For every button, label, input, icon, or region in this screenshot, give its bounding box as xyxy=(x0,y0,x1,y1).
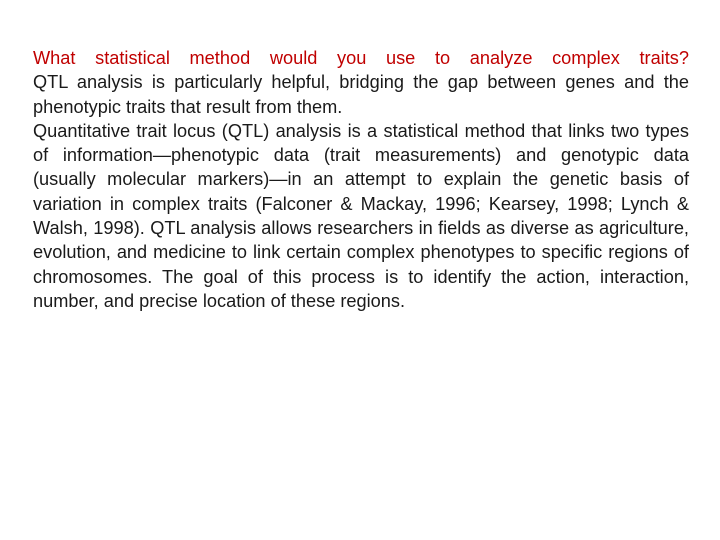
body-paragraph: Quantitative trait locus (QTL) analysis is a statistical method that links two types of information—phenotypic data (trait measurements) and genotypic data (usually molecular markers)—in an attempt to explain the genetic basis of variation in complex traits (Falconer & Mackay, 1996; Kearsey, 1998; Lynch & Walsh, 1998). QTL analysis allows researchers in fields as diverse as agriculture, evolution, and medicine to link certain complex phenotypes to specific regions of chromosomes. The goal of this process is to identify the action, interaction, number, and precise location of these regions. xyxy=(33,120,689,311)
question-text: What statistical method would you use to analyze complex traits? xyxy=(33,48,689,68)
intro-paragraph: QTL analysis is particularly helpful, bridging the gap between genes and the phenotypic traits that result from them. xyxy=(33,72,689,117)
text-block xyxy=(33,46,689,313)
